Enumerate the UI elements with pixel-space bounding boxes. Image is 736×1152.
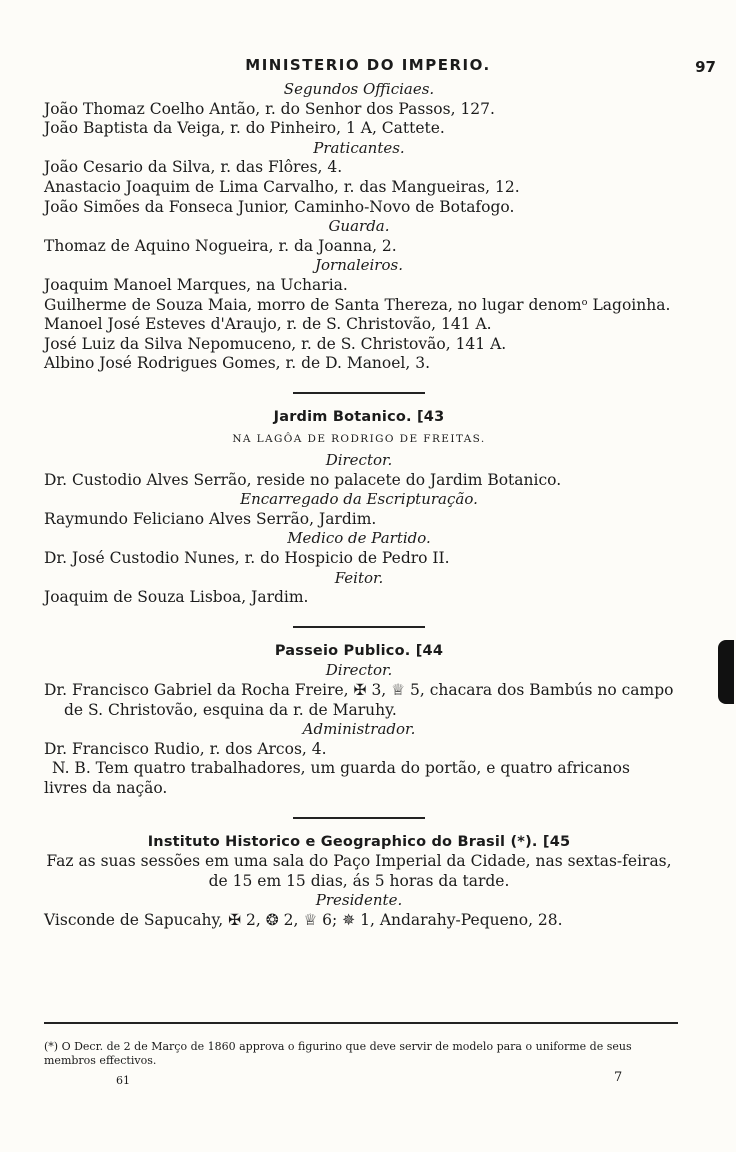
role-heading: Segundos Officiaes.: [283, 80, 435, 98]
section-rule: [293, 817, 425, 819]
role-heading: Guarda.: [328, 217, 390, 236]
edge-ink-mark: [718, 640, 734, 704]
entry-line: Thomaz de Aquino Nogueira, r. da Joanna, 2.: [44, 236, 397, 255]
role-heading: Presidente.: [315, 891, 403, 910]
signature-mark-left: 61: [116, 1074, 130, 1087]
role-heading: Administrador.: [302, 720, 416, 739]
entry-line: Dr. Custodio Alves Serrão, reside no palacete do Jardim Botanico.: [44, 470, 562, 489]
section-title: Passeio Publico. [44: [274, 642, 444, 659]
entry-line: Albino José Rodrigues Gomes, r. de D. Manoel, 3.: [44, 354, 431, 373]
signature-mark-right: 7: [614, 1070, 623, 1085]
entry-line: Raymundo Feliciano Alves Serrão, Jardim.: [44, 509, 377, 528]
footnote: (*) O Decr. de 2 de Março de 1860 approva o figurino que deve servir de modelo para o uniforme de seus membros effectivos.: [44, 1040, 632, 1067]
entry-line: Faz as suas sessões em uma sala do Paço Imperial da Cidade, nas sextas-feiras, de 15 em 15 dias, ás 5 horas da tarde.: [46, 852, 672, 890]
section-rule: [293, 392, 425, 394]
page-body: [44, 80, 674, 931]
section-title: Instituto Historico e Geographico do Brasil (*). [45: [147, 833, 571, 850]
entry-line: João Baptista da Veiga, r. do Pinheiro, 1 A, Cattete.: [44, 119, 445, 138]
entry-line: Guilherme de Souza Maia, morro de Santa Thereza, no lugar denomᵒ Lagoinha.: [44, 295, 671, 314]
section-rule: [293, 626, 425, 628]
section-title: Jardim Botanico. [43: [273, 408, 445, 425]
entry-line: Dr. Francisco Rudio, r. dos Arcos, 4.: [44, 739, 327, 758]
entry-line: Manoel José Esteves d'Araujo, r. de S. Christovão, 141 A.: [44, 315, 492, 334]
footnote-rule: [44, 1022, 678, 1024]
section-subtitle: NA LAGÔA DE RODRIGO DE FREITAS.: [232, 432, 486, 445]
entry-line: Joaquim Manoel Marques, na Ucharia.: [44, 275, 348, 294]
entry-line: João Cesario da Silva, r. das Flôres, 4.: [44, 158, 343, 177]
role-heading: Medico de Partido.: [287, 529, 431, 548]
role-heading: Director.: [325, 661, 393, 680]
entry-line: Dr. Francisco Gabriel da Rocha Freire, ✠ 3, ♕ 5, chacara dos Bambús no campo de S. Christovão, esquina da r. de Maruhy.: [44, 681, 674, 719]
entry-line: João Thomaz Coelho Antão, r. do Senhor dos Passos, 127.: [44, 99, 495, 118]
page-header-title: MINISTERIO DO IMPERIO.: [245, 56, 491, 74]
role-heading: Encarregado da Escripturação.: [240, 490, 478, 509]
entry-line: Visconde de Sapucahy, ✠ 2, ❂ 2, ♕ 6; ✵ 1, Andarahy-Pequeno, 28.: [44, 910, 563, 929]
entry-line: Dr. José Custodio Nunes, r. do Hospicio de Pedro II.: [44, 549, 450, 568]
role-heading: Jornaleiros.: [315, 256, 403, 275]
role-heading: Director.: [325, 451, 393, 470]
entry-line: José Luiz da Silva Nepomuceno, r. de S. Christovão, 141 A.: [44, 334, 507, 353]
entry-line: Anastacio Joaquim de Lima Carvalho, r. das Mangueiras, 12.: [44, 177, 520, 196]
entry-line: João Simões da Fonseca Junior, Caminho-Novo de Botafogo.: [44, 197, 515, 216]
role-heading: Praticantes.: [313, 138, 405, 157]
entry-line: Joaquim de Souza Lisboa, Jardim.: [44, 588, 309, 607]
role-heading: Feitor.: [334, 568, 384, 587]
entry-line: N. B. Tem quatro trabalhadores, um guarda do portão, e quatro africanos livres da nação.: [44, 759, 630, 797]
page-number: 97: [695, 58, 716, 76]
